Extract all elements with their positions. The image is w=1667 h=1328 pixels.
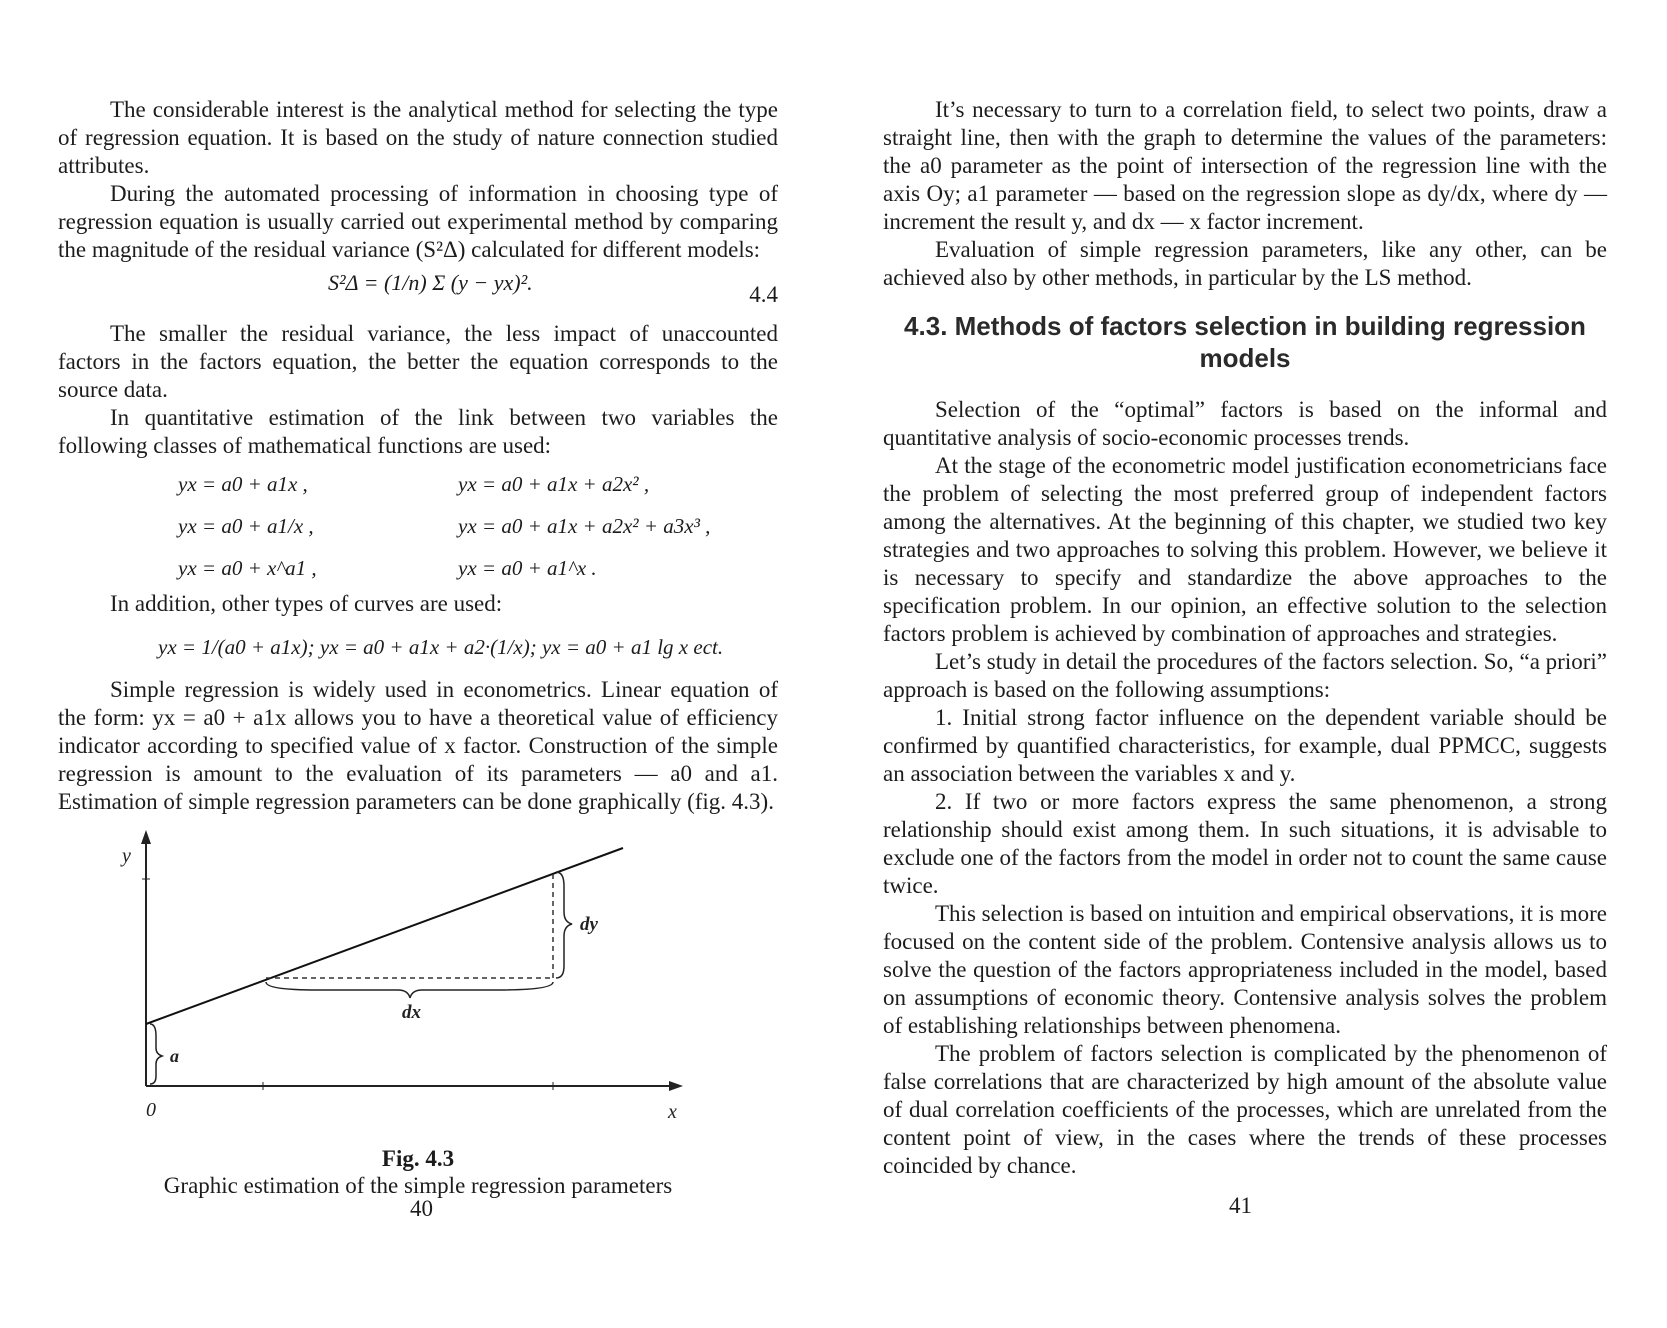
paragraph: At the stage of the econometric model justification econometricians face the problem of selecting the most preferred group of independent factors among the alternatives. At the beginning of this chapter, we studied two key strategies and two approaches to solving this problem. However, we believe it is necessary to specify and standardize the above approaches to the specification problem. In our opinion, an effective solution to the selection factors problem is achieved by combination of approaches and strategies. [883, 453, 1607, 646]
paragraph: Evaluation of simple regression parameters, like any other, can be achieved also by other methods, in particular by the LS method. [883, 237, 1607, 290]
left-text-column [58, 96, 778, 1200]
dy-label: dy [580, 914, 598, 935]
function-formula: yx = a0 + a1x + a2x² , [458, 472, 650, 496]
origin-label: 0 [146, 1099, 156, 1121]
x-axis-label: x [668, 1101, 677, 1123]
dx-brace [266, 982, 553, 998]
paragraph: Let’s study in detail the procedures of the factors selection. So, “a priori” approach is based on the following assumptions: [883, 649, 1607, 702]
y-axis-arrow-icon [141, 830, 151, 844]
dy-brace [556, 872, 572, 978]
paragraph: The smaller the residual variance, the less impact of unaccounted factors in the factors equation, the better the equation corresponds to the source data. [58, 321, 778, 402]
paragraph: This selection is based on intuition and empirical observations, it is more focused on the content side of the problem. Contensive analysis allows us to solve the question of the factors appropriateness included in the model, based on assumptions of economic theory. Contensive analysis solves the problem of establishing relationships between phenomena. [883, 901, 1607, 1038]
a-brace [150, 1024, 162, 1084]
function-formula: yx = a0 + a1/x , [178, 514, 314, 538]
list-item: 1. Initial strong factor influence on the dependent variable should be confirmed by quantified characteristics, for example, dual PPMCC, suggests an association between the variables x and y. [883, 705, 1607, 786]
paragraph: During the automated processing of information in choosing type of regression equation is usually carried out experimental method by comparing the magnitude of the residual variance (S²Δ) calculated for different models: [58, 181, 778, 262]
equation-expression: S²Δ = (1/n) Σ (y − yx)². [328, 270, 533, 295]
function-formula: yx = a0 + a1x , [178, 472, 308, 496]
function-formula: yx = a0 + a1^x . [458, 556, 597, 580]
paragraph: Simple regression is widely used in econometrics. Linear equation of the form: yx = a0 + a1x allows you to have a theoretical value of efficiency indicator according to specified value of x factor. Construction of the simple regression is amount to the evaluation of its parameters — a0 and a1. Estimation of simple regression parameters can be done graphically (fig. 4.3). [58, 677, 778, 814]
function-formula: yx = a0 + a1x + a2x² + a3x³ , [458, 514, 711, 538]
paragraph: Selection of the “optimal” factors is based on the informal and quantitative analysis of socio-economic processes trends. [883, 397, 1607, 450]
page-number: 41 [1229, 1193, 1252, 1218]
function-list [58, 466, 778, 586]
paragraph: The considerable interest is the analytical method for selecting the type of regression equation. It is based on the study of nature connection studied attributes. [58, 97, 778, 178]
regression-diagram [98, 826, 718, 1126]
curves-formula-line: yx = 1/(a0 + a1x); yx = a0 + a1x + a2·(1/x); yx = a0 + a1 lg x ect. [158, 635, 724, 659]
x-axis-arrow-icon [669, 1081, 683, 1091]
figure-title: Fig. 4.3 [381, 1146, 455, 1171]
figure-4-3 [58, 826, 778, 1136]
list-item: 2. If two or more factors express the same phenomenon, a strong relationship should exist among them. In such situations, it is advisable to exclude one of the factors from the model in order not to count the same cause twice. [883, 789, 1607, 898]
dx-label: dx [402, 1002, 421, 1023]
paragraph: The problem of factors selection is complicated by the phenomenon of false correlations that are characterized by high amount of the absolute value of dual correlation coefficients of the processes, which are unrelated from the content point of view, in the cases where the trends of these processes coincided by chance. [883, 1041, 1607, 1178]
y-axis-label: y [122, 845, 131, 867]
a-label: a [170, 1046, 179, 1066]
left-page [0, 0, 833, 1328]
paragraph: In addition, other types of curves are used: [110, 591, 503, 616]
paragraph: It’s necessary to turn to a correlation field, to select two points, draw a straight line, then with the graph to determine the values of the parameters: the a0 parameter as the point of intersection of the regression line with the axis Oy; a1 parameter — based on the regression slope as dy/dx, where dy — increment the result y, and dx — x factor increment. [883, 97, 1607, 234]
page-number: 40 [410, 1196, 433, 1221]
paragraph: In quantitative estimation of the link between two variables the following classes of mathematical functions are used: [58, 405, 778, 458]
figure-caption: Graphic estimation of the simple regression parameters [163, 1173, 673, 1198]
equation-4-4 [58, 264, 778, 320]
section-heading: 4.3. Methods of factors selection in building regression models [904, 311, 1586, 373]
function-formula: yx = a0 + x^a1 , [178, 556, 317, 580]
equation-number: 4.4 [749, 282, 778, 307]
right-page [833, 0, 1667, 1328]
regression-line [146, 848, 623, 1024]
right-text-column [883, 96, 1607, 1180]
